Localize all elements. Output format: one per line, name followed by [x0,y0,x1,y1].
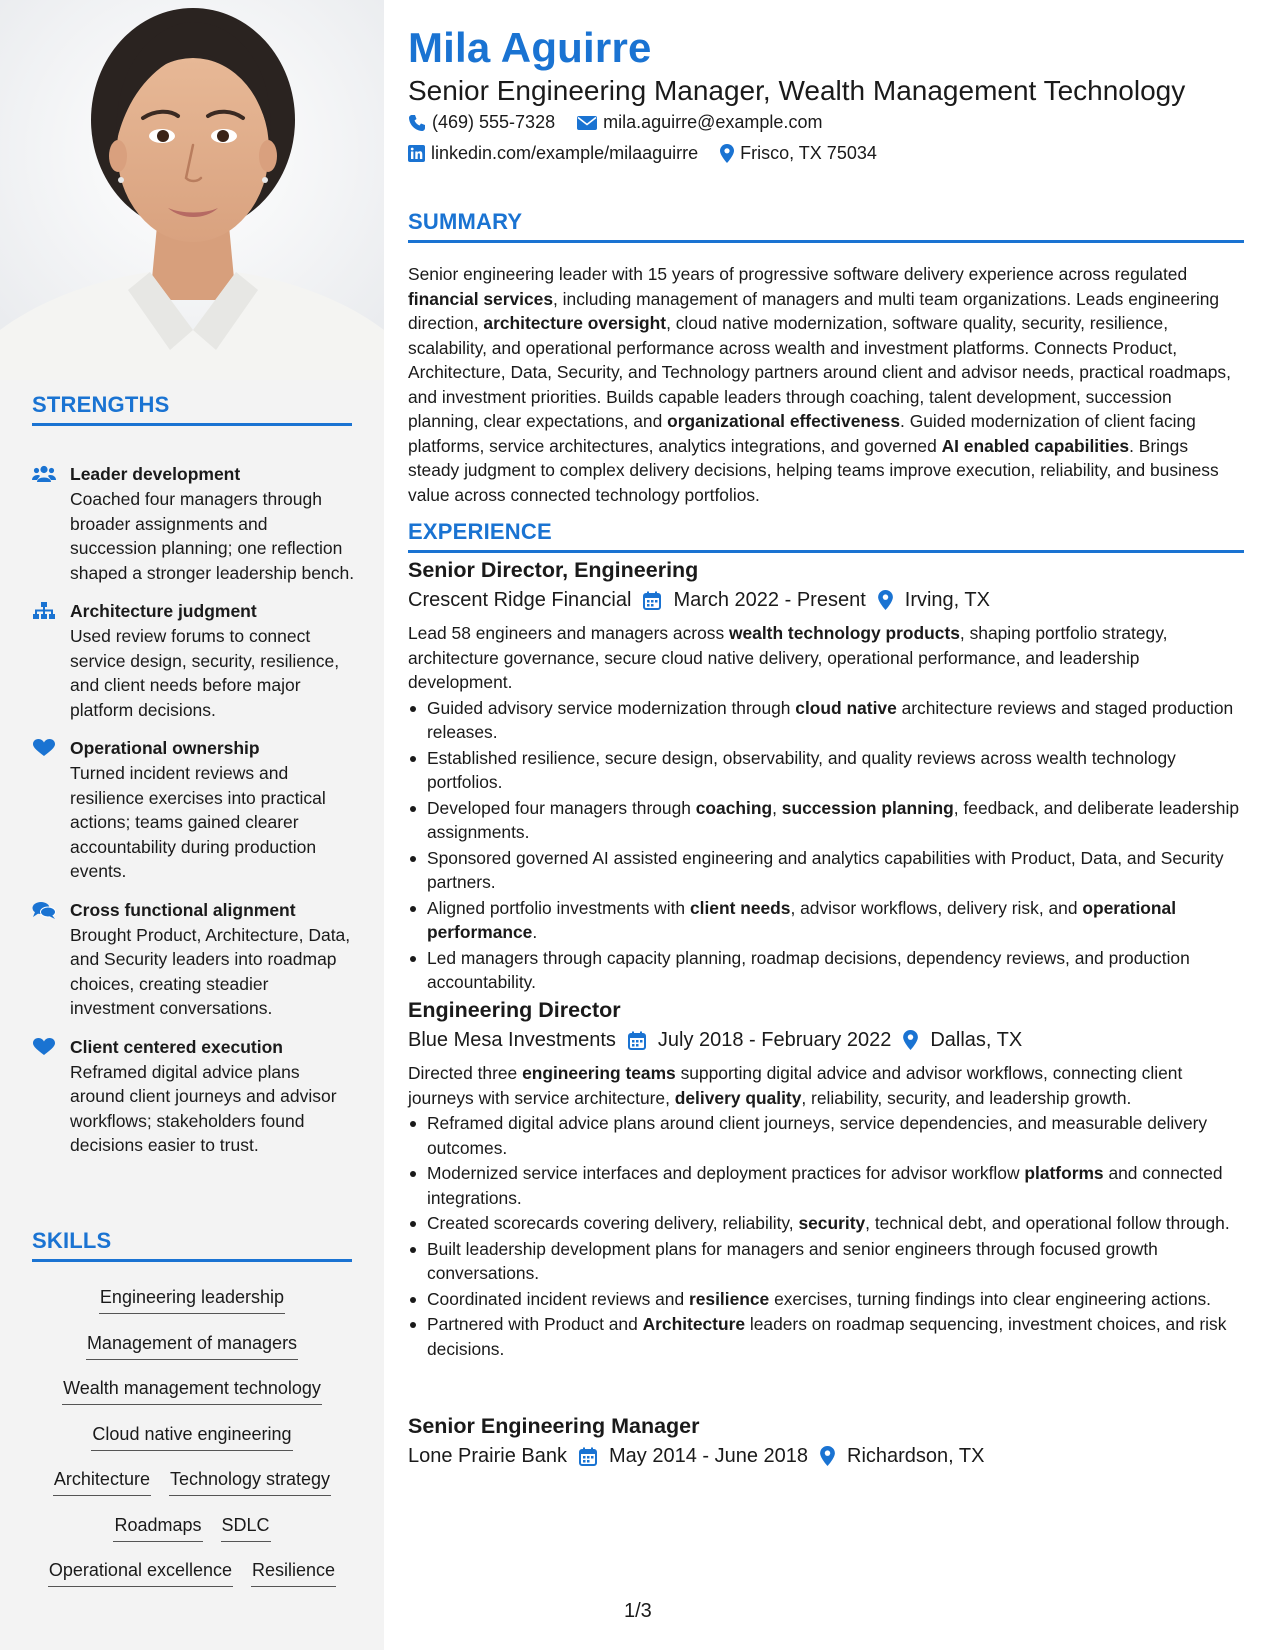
job-dates: May 2014 - June 2018 [608,1445,809,1467]
job-bullet [408,1287,1244,1312]
skills-heading: SKILLS [32,1228,352,1262]
page-number: 1/3 [624,1600,652,1622]
strengths-heading: STRENGTHS [32,392,352,426]
job-bullet [408,746,1244,795]
skill-row [32,1421,352,1467]
skill-tag: Operational excellence [48,1557,233,1587]
linkedin-icon [408,145,425,162]
strength-item [32,736,357,884]
candidate-name: Mila Aguirre [408,24,652,71]
job-bullets [408,1111,1244,1361]
emphasis-text: resilience [688,1288,770,1309]
strength-text: Brought Product, Architecture, Data, and Security leaders into roadmap choices, creating steadier investment conversations. [70,924,351,1018]
text-run: Built leadership development plans for managers and senior engineers through focused growth conversations. [427,1238,1158,1283]
job-description [408,621,1244,695]
company-name: Crescent Ridge Financial [408,589,632,611]
emphasis-text: organizational effectiveness [667,411,901,431]
job-title: Senior Director, Engineering [408,558,699,582]
skill-tag: Engineering leadership [99,1284,285,1314]
envelope-icon [577,115,597,131]
emphasis-text: client needs [689,897,791,918]
profile-photo [0,0,384,380]
skill-tag: Roadmaps [113,1512,202,1542]
strengths-list [32,462,357,1172]
skill-row [32,1375,352,1421]
text-run: , including management of managers and multi team organizations. Leads engineering direction, [408,288,1220,333]
text-run: . [532,922,538,942]
text-run: Directed three [408,1063,523,1083]
skill-tag: Cloud native engineering [91,1421,292,1451]
job-bullet [408,696,1244,745]
text-run: , shaping portfolio strategy, architecture governance, secure cloud native delivery, operational performance, and leadership development. [408,623,1168,692]
text-run: supporting digital advice and advisor workflows, connecting client journeys with service architecture, [408,1063,1183,1108]
strength-item [32,1035,357,1158]
emphasis-text: succession planning [781,797,954,818]
job-bullet [408,946,1244,995]
linkedin-contact[interactable] [408,143,698,164]
strength-text: Reframed digital advice plans around client journeys and advisor workflows; stakeholders found decisions easier to trust. [70,1061,337,1155]
job-bullet [408,1312,1244,1361]
text-run: exercises, turning findings into clear engineering actions. [769,1288,1212,1309]
emphasis-text: operational performance [427,897,1177,942]
emphasis-text: cloud native [795,697,897,718]
text-run: Coordinated incident reviews and [427,1288,689,1309]
text-run: , reliability, security, and leadership growth. [801,1087,1132,1108]
job-location: Irving, TX [904,589,990,611]
job-bullet [408,796,1244,845]
skill-row [32,1557,352,1603]
strength-title: Operational ownership [70,738,260,758]
emphasis-text: security [798,1213,866,1233]
job-title: Senior Engineering Manager [408,1414,700,1438]
emphasis-text: architecture oversight [483,313,667,333]
text-run: . Brings steady judgment to complex delivery decisions, helping teams improve execution, reliability, and business value across connected technology portfolios. [408,435,1219,505]
skill-tag: SDLC [221,1512,271,1542]
company-name: Blue Mesa Investments [408,1029,616,1051]
text-run: , [772,797,782,818]
text-run: Reframed digital advice plans around client journeys, service dependencies, and measurable delivery outcomes. [427,1113,1208,1158]
emphasis-text: wealth technology products [728,623,960,643]
strength-item [32,462,357,585]
job-location: Dallas, TX [930,1029,1023,1051]
emphasis-text: delivery quality [674,1087,802,1108]
job-bullet [408,896,1244,945]
emphasis-text: Architecture [642,1314,746,1334]
job-entry [408,995,1244,1362]
strength-title: Cross functional alignment [70,899,296,920]
job-dates: March 2022 - Present [673,589,866,611]
text-run: Established resilience, secure design, observability, and quality reviews across wealth technology portfolios. [427,747,1176,792]
experience-heading: EXPERIENCE [408,519,1244,553]
job-meta [408,1441,1244,1471]
map-pin-icon [720,144,734,163]
job-description [408,1061,1244,1110]
phone-contact[interactable] [408,112,555,133]
emphasis-text: coaching [695,797,773,818]
company-name: Lone Prairie Bank [408,1445,567,1467]
calendar-icon [628,1031,646,1050]
map-pin-icon [878,590,893,610]
job-entry [408,1411,1244,1471]
skill-tag: Management of managers [86,1330,298,1360]
skill-row [32,1512,352,1558]
text-run: Lead 58 engineers and managers across [408,623,729,643]
summary-heading: SUMMARY [408,209,1244,243]
job-bullet [408,846,1244,895]
text-run: and connected integrations. [427,1163,1223,1208]
map-pin-icon [903,1030,918,1050]
skill-tag: Architecture [53,1466,151,1496]
heart-icon [32,1038,56,1056]
job-meta [408,585,1244,615]
strength-title: Architecture judgment [70,601,257,621]
text-run: . Guided modernization of client facing platforms, service architectures, analytics integrations, and governed [408,411,1196,456]
text-run: Created scorecards covering delivery, reliability, [427,1213,799,1233]
contact-row [408,143,877,164]
job-dates: July 2018 - February 2022 [657,1029,892,1051]
job-bullet [408,1237,1244,1286]
contact-row [408,112,822,133]
text-run: Partnered with Product and [427,1314,643,1334]
job-entry [408,555,1244,996]
linkedin-url: linkedin.com/example/milaaguirre [431,143,699,163]
chat-bubbles-icon [32,901,56,919]
strength-item [32,599,357,722]
text-run: architecture reviews and staged production releases. [427,697,1234,742]
sidebar [0,0,384,1650]
text-run: Modernized service interfaces and deployment practices for advisor workflow [427,1163,1025,1183]
location-text: Frisco, TX 75034 [740,143,877,163]
job-title: Engineering Director [408,998,621,1022]
job-location: Richardson, TX [847,1445,985,1467]
candidate-headline: Senior Engineering Manager, Wealth Management Technology [408,75,1186,106]
strength-text: Used review forums to connect service design, security, resilience, and client needs before major platform decisions. [70,626,340,720]
strength-item [32,898,357,1021]
job-meta [408,1025,1244,1055]
job-bullet [408,1211,1244,1236]
skill-row [32,1330,352,1376]
text-run: , technical debt, and operational follow through. [865,1213,1230,1233]
summary-text [408,262,1244,507]
heart-icon [32,739,56,757]
skills-list [32,1284,352,1603]
skill-row [32,1284,352,1330]
map-pin-icon [820,1446,835,1466]
text-run: Developed four managers through [427,797,696,818]
emphasis-text: financial services [408,288,554,309]
skill-tag: Resilience [251,1557,336,1587]
location-contact [720,143,877,164]
text-run: Aligned portfolio investments with [427,897,690,918]
strength-text: Turned incident reviews and resilience exercises into practical actions; teams gained clearer accountability during production events. [70,763,326,881]
text-run: Senior engineering leader with 15 years of progressive software delivery experience across regulated [408,264,1188,284]
text-run: , cloud native modernization, software quality, security, resilience, scalability, and operational performance across wealth and investment platforms. Connects Product, Architecture, Data, Security, and Technology partners around client and advisor needs, practical roadmaps, and investment priorities. Builds capable leaders through coaching, talent development, succession planning, clear expectations, and [408,313,1231,431]
text-run: leaders on roadmap sequencing, investment choices, and risk decisions. [427,1314,1227,1359]
skill-row [32,1466,352,1512]
text-run: , advisor workflows, delivery risk, and [790,897,1083,918]
text-run: , feedback, and deliberate leadership assignments. [427,797,1240,842]
skill-tag: Wealth management technology [62,1375,322,1405]
strength-text: Coached four managers through broader assignments and succession planning; one reflection shaped a stronger leadership bench. [70,489,355,583]
text-run: Led managers through capacity planning, roadmap decisions, dependency reviews, and production accountability. [427,947,1190,992]
users-icon [32,465,56,483]
calendar-icon [579,1447,597,1466]
text-run: Guided advisory service modernization through [427,697,796,718]
strength-title: Client centered execution [70,1036,283,1057]
phone-number: (469) 555-7328 [432,112,556,132]
job-bullet [408,1161,1244,1210]
strength-title: Leader development [70,464,241,484]
job-bullets [408,696,1244,995]
text-run: Sponsored governed AI assisted engineering and analytics capabilities with Product, Data, and Security partners. [427,847,1224,892]
emphasis-text: engineering teams [522,1063,676,1083]
email-contact[interactable] [577,112,822,133]
job-bullet [408,1111,1244,1160]
skill-tag: Technology strategy [169,1466,331,1496]
calendar-icon [643,591,661,610]
email-address: mila.aguirre@example.com [603,112,823,132]
emphasis-text: platforms [1024,1163,1104,1183]
phone-icon [408,114,426,132]
sitemap-icon [32,602,56,620]
emphasis-text: AI enabled capabilities [941,435,1130,456]
